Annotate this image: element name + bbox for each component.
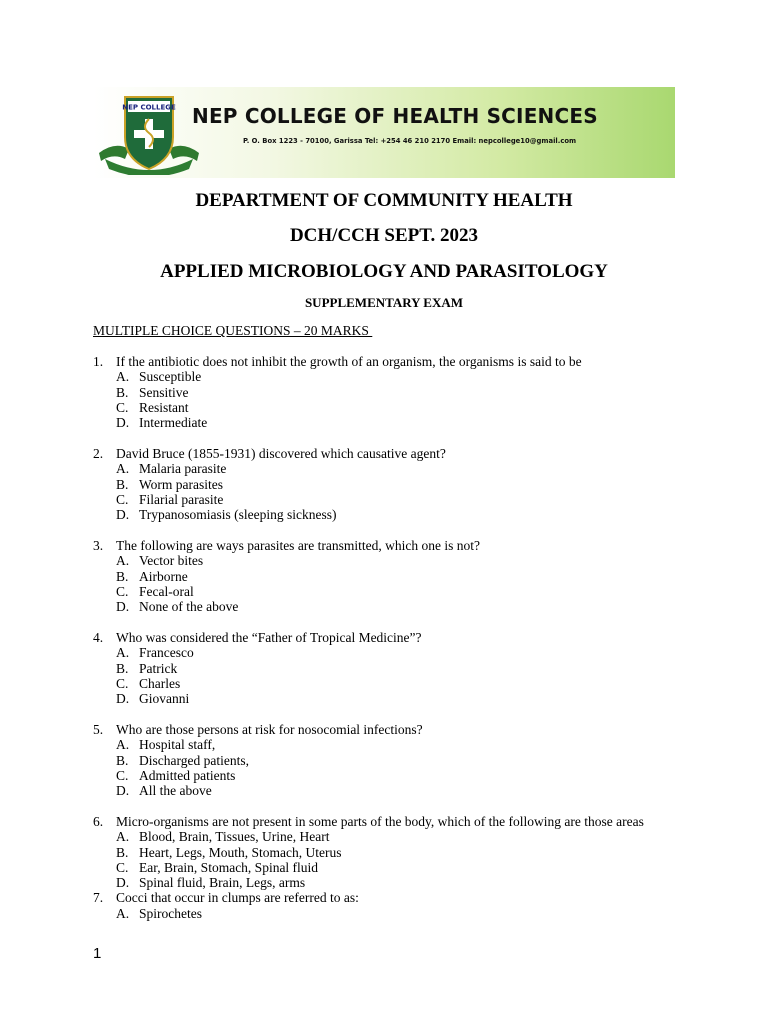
option-text: Spirochetes <box>139 905 202 921</box>
question-list <box>0 354 768 921</box>
question <box>0 890 768 921</box>
option <box>0 753 768 768</box>
option-letter: A. <box>116 829 130 845</box>
option-letter: D. <box>116 783 130 799</box>
option <box>0 737 768 752</box>
question-number: 6. <box>93 813 104 829</box>
option-text: Worm parasites <box>139 476 224 492</box>
option-text: Spinal fluid, Brain, Legs, arms <box>139 875 306 891</box>
option-text: Susceptible <box>139 369 202 385</box>
section-heading: MULTIPLE CHOICE QUESTIONS – 20 MARKS <box>93 323 373 338</box>
option <box>0 845 768 860</box>
option-text: Discharged patients, <box>139 752 249 768</box>
option-letter: C. <box>116 859 129 875</box>
option <box>0 768 768 783</box>
subject-title: APPLIED MICROBIOLOGY AND PARASITOLOGY <box>160 261 608 282</box>
option-letter: B. <box>116 476 129 492</box>
option <box>0 783 768 798</box>
page-number: 1 <box>93 945 102 962</box>
option <box>0 599 768 614</box>
option-text: Resistant <box>139 399 189 415</box>
option <box>0 507 768 522</box>
option-text: Ear, Brain, Stomach, Spinal fluid <box>139 859 319 875</box>
option <box>0 385 768 400</box>
option-text: Blood, Brain, Tissues, Urine, Heart <box>139 829 330 845</box>
question-text: David Bruce (1855-1931) discovered which causative agent? <box>116 445 446 461</box>
option-letter: A. <box>116 369 130 385</box>
option-text: Charles <box>139 675 181 691</box>
option <box>0 553 768 568</box>
college-contact: P. O. Box 1223 - 70100, Garissa Tel: +254 46 210 2170 Email: nepcollege10@gmail.com <box>243 137 577 145</box>
question-number: 4. <box>93 629 104 645</box>
option-letter: C. <box>116 583 129 599</box>
college-logo-icon <box>95 93 203 175</box>
option <box>0 461 768 476</box>
option-text: Malaria parasite <box>139 461 227 477</box>
option <box>0 569 768 584</box>
option-text: Fecal-oral <box>139 583 194 599</box>
option <box>0 369 768 384</box>
option-letter: D. <box>116 415 130 431</box>
option-letter: B. <box>116 568 129 584</box>
option-text: Hospital staff, <box>139 737 216 753</box>
option-letter: B. <box>116 844 129 860</box>
question <box>0 814 768 890</box>
option-text: Trypanosomiasis (sleeping sickness) <box>139 507 337 523</box>
option-letter: D. <box>116 599 130 615</box>
option <box>0 661 768 676</box>
option-text: All the above <box>139 783 212 799</box>
option-text: Vector bites <box>139 553 204 569</box>
option-text: Patrick <box>139 660 178 676</box>
option <box>0 875 768 890</box>
option-text: Sensitive <box>139 384 189 400</box>
option-text: None of the above <box>139 599 239 615</box>
question <box>0 630 768 706</box>
option <box>0 400 768 415</box>
question-number: 7. <box>93 890 104 906</box>
option <box>0 492 768 507</box>
question <box>0 446 768 522</box>
option-letter: D. <box>116 691 130 707</box>
option-letter: A. <box>116 905 130 921</box>
option <box>0 415 768 430</box>
option-text: Heart, Legs, Mouth, Stomach, Uterus <box>139 844 342 860</box>
option <box>0 645 768 660</box>
option-letter: D. <box>116 875 130 891</box>
question-number: 2. <box>93 445 104 461</box>
logo-text: NEP COLLEGE <box>122 103 176 112</box>
option-text: Giovanni <box>139 691 190 707</box>
option-letter: C. <box>116 767 129 783</box>
option-letter: D. <box>116 507 130 523</box>
option-text: Francesco <box>139 645 194 661</box>
question-number: 1. <box>93 354 104 369</box>
question-text: The following are ways parasites are transmitted, which one is not? <box>116 537 481 553</box>
option-letter: C. <box>116 491 129 507</box>
option <box>0 829 768 844</box>
question-text: Who was considered the “Father of Tropical Medicine”? <box>116 629 422 645</box>
option-letter: C. <box>116 675 129 691</box>
option-text: Intermediate <box>139 415 208 431</box>
option-letter: B. <box>116 384 129 400</box>
option <box>0 691 768 706</box>
option <box>0 477 768 492</box>
question-text: Who are those persons at risk for nosocomial infections? <box>116 721 423 737</box>
option-letter: B. <box>116 752 129 768</box>
question-text: Micro-organisms are not present in some parts of the body, which of the following are those areas <box>116 813 644 829</box>
option-text: Admitted patients <box>139 767 236 783</box>
option-letter: C. <box>116 399 129 415</box>
question-text: If the antibiotic does not inhibit the growth of an organism, the organisms is said to be <box>116 354 582 369</box>
question-number: 3. <box>93 537 104 553</box>
question <box>0 538 768 614</box>
college-banner <box>93 87 675 178</box>
question <box>0 722 768 798</box>
option-letter: A. <box>116 737 130 753</box>
option <box>0 860 768 875</box>
course-title: DCH/CCH SEPT. 2023 <box>289 225 479 246</box>
question <box>0 354 768 430</box>
exam-title: SUPPLEMENTARY EXAM <box>304 295 464 310</box>
option <box>0 676 768 691</box>
option-text: Airborne <box>139 568 188 584</box>
question-text: Cocci that occur in clumps are referred to as: <box>116 890 359 906</box>
department-title: DEPARTMENT OF COMMUNITY HEALTH <box>195 190 573 211</box>
option-text: Filarial parasite <box>139 491 224 507</box>
question-number: 5. <box>93 721 104 737</box>
option-letter: A. <box>116 461 130 477</box>
option <box>0 906 768 921</box>
option-letter: A. <box>116 645 130 661</box>
option-letter: B. <box>116 660 129 676</box>
college-name: NEP COLLEGE OF HEALTH SCIENCES <box>192 104 598 128</box>
option <box>0 584 768 599</box>
option-letter: A. <box>116 553 130 569</box>
